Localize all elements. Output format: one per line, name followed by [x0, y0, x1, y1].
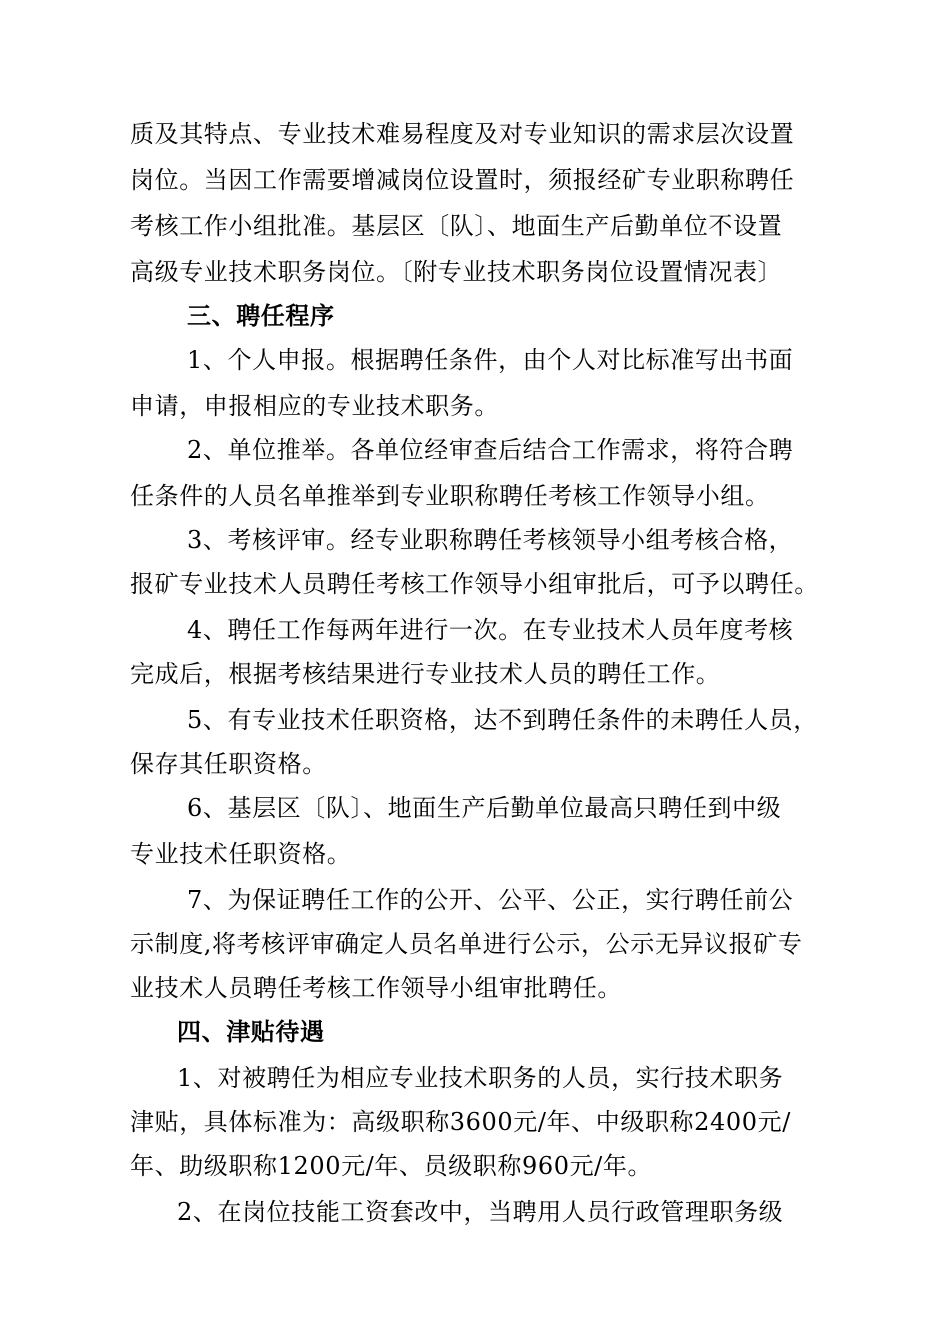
paragraph-line: 申请，申报相应的专业技术职务。	[130, 392, 499, 420]
paragraph-line: 1、个人申报。根据聘任条件，由个人对比标准写出书面	[187, 346, 794, 374]
section-heading: 三、聘任程序	[187, 301, 335, 330]
paragraph-line: 4、聘任工作每两年进行一次。在专业技术人员年度考核	[187, 616, 794, 644]
paragraph-line: 津贴，具体标准为：高级职称3600元/年、中级职称2400元/	[130, 1108, 791, 1136]
paragraph-line: 考核工作小组批准。基层区〔队〕、地面生产后勤单位不设置	[130, 212, 783, 240]
paragraph-line: 5、有专业技术任职资格，达不到聘任条件的未聘任人员，	[187, 706, 818, 734]
paragraph-line: 质及其特点、专业技术难易程度及对专业知识的需求层次设置	[130, 120, 795, 148]
paragraph-line: 7、为保证聘任工作的公开、公平、公正，实行聘任前公	[187, 886, 794, 914]
paragraph-line: 岗位。当因工作需要增减岗位设置时，须报经矿专业职称聘任	[130, 166, 795, 194]
paragraph-line: 1、对被聘任为相应专业技术职务的人员，实行技术职务	[177, 1064, 784, 1092]
section-heading: 四、津贴待遇	[177, 1017, 325, 1046]
paragraph-line: 业技术人员聘任考核工作领导小组审批聘任。	[130, 974, 622, 1002]
paragraph-line: 任条件的人员名单推举到专业职称聘任考核工作领导小组。	[130, 482, 770, 510]
paragraph-line: 6、基层区〔队〕、地面生产后勤单位最高只聘任到中级	[187, 794, 782, 822]
paragraph-line: 报矿专业技术人员聘任考核工作领导小组审批后，可予以聘任。	[130, 570, 819, 598]
paragraph-line: 完成后，根据考核结果进行专业技术人员的聘任工作。	[130, 660, 721, 688]
paragraph-line: 示制度,将考核评审确定人员名单进行公示，公示无异议报矿专	[130, 930, 803, 958]
paragraph-line: 年、助级职称1200元/年、员级职称960元/年。	[130, 1152, 653, 1180]
paragraph-line: 3、考核评审。经专业职称聘任考核领导小组考核合格，	[187, 526, 794, 554]
paragraph-line: 专业技术任职资格。	[130, 840, 352, 868]
paragraph-line: 高级专业技术职务岗位。〔附专业技术职务岗位设置情况表〕	[130, 258, 783, 286]
paragraph-line: 2、在岗位技能工资套改中，当聘用人员行政管理职务级	[177, 1198, 784, 1226]
paragraph-line: 保存其任职资格。	[130, 750, 327, 778]
paragraph-line: 2、单位推举。各单位经审查后结合工作需求，将符合聘	[187, 436, 794, 464]
